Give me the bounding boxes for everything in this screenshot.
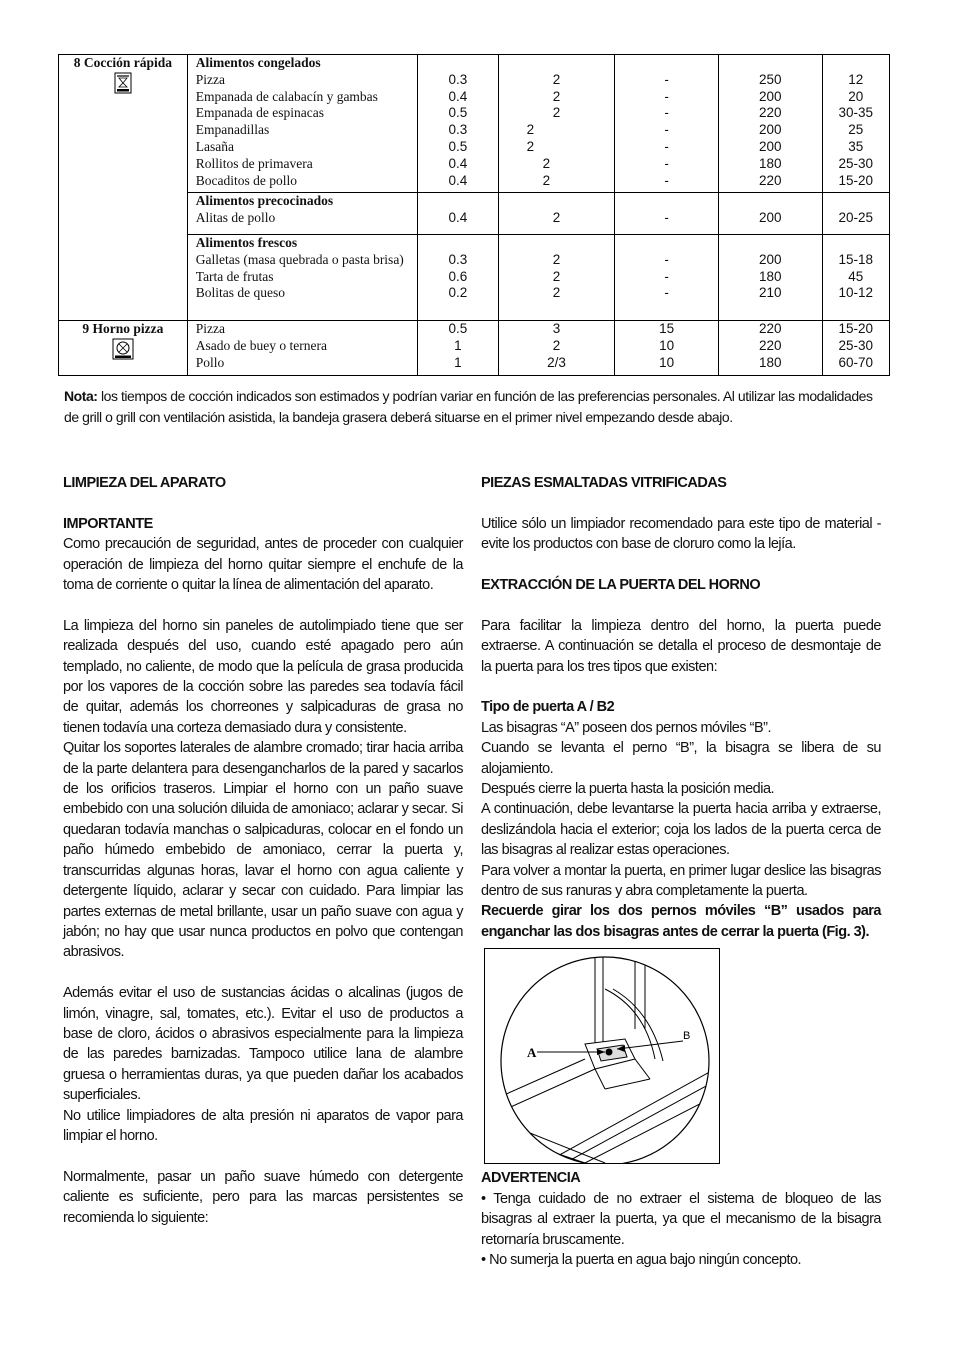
category-cell [59, 321, 188, 376]
cell-value: 180 [758, 354, 782, 370]
cell-value: - [664, 209, 669, 225]
cell-value: - [664, 138, 669, 154]
cell-value: 200 [758, 138, 782, 154]
cell-value: 200 [758, 88, 782, 104]
cell-value: 200 [758, 209, 782, 225]
cell-value: 2 [552, 337, 561, 353]
cell-value: 0.5 [448, 321, 468, 336]
cell-value: 2 [552, 105, 561, 121]
list-item: Galletas (masa quebrada o pasta brisa) [195, 251, 404, 267]
preheat-cell [615, 235, 719, 321]
table-row [59, 321, 890, 376]
cell-value: 15 [659, 321, 675, 336]
cell-value: 20 [848, 88, 864, 104]
cell-value: 0.4 [448, 88, 468, 104]
food-cell [187, 235, 417, 321]
list-item: Asado de buey o ternera [195, 337, 327, 353]
important-heading: IMPORTANTE [63, 515, 153, 532]
cell-value: 2 [552, 71, 561, 87]
cell-value: 1 [454, 337, 462, 353]
cell-value: 220 [758, 105, 782, 121]
cell-value: - [664, 71, 669, 87]
cell-value: 0.5 [448, 138, 468, 154]
note-label: Nota: [64, 388, 98, 404]
cell-value: 0.3 [448, 71, 468, 87]
cell-value: - [664, 155, 669, 171]
cell-value: 15-18 [838, 251, 874, 267]
table-row [59, 55, 890, 193]
cell-value: 2 [526, 138, 535, 154]
section-title: PIEZAS ESMALTADAS VITRIFICADAS [481, 475, 727, 491]
temp-cell [718, 193, 822, 235]
paragraph: A continuación, debe levantarse la puerta hacia arriba y extraerse, deslizándola hacia el exterior; coja los lados de la puerta cerca de las bisagras al realizar estas operaciones. [481, 801, 881, 859]
level-cell [498, 55, 615, 193]
cell-value: 60-70 [838, 354, 874, 370]
paragraph: Para volver a montar la puerta, en primer lugar deslice las bisagras dentro de sus ranuras y abra completamente la puerta. [481, 862, 881, 900]
cell-value: 0.4 [448, 155, 468, 171]
weight-cell [418, 193, 498, 235]
cell-value: 2 [552, 251, 561, 267]
cell-value: 15-20 [838, 172, 874, 188]
section-title: LIMPIEZA DEL APARATO [63, 475, 226, 491]
level-cell [498, 235, 615, 321]
cell-value: 1 [454, 354, 462, 370]
cell-value: 180 [758, 155, 782, 171]
cell-value: 2 [552, 88, 561, 104]
cell-value: 0.6 [448, 268, 468, 284]
temp-cell [718, 321, 822, 376]
list-item: Bolitas de queso [195, 285, 286, 301]
section-title: EXTRACCIÓN DE LA PUERTA DEL HORNO [481, 577, 761, 593]
list-item: Empanadillas [195, 122, 270, 138]
cell-value: 3 [552, 321, 561, 336]
category-label: 8 Cocción rápida [73, 55, 173, 70]
preheat-cell [615, 193, 719, 235]
list-item: Tarta de frutas [195, 268, 274, 284]
paragraph: Normalmente, pasar un paño suave húmedo con detergente caliente es suficiente, pero para las marcas persistentes se recomienda lo siguiente: [63, 1168, 463, 1226]
cell-value: 210 [758, 285, 782, 301]
warning-heading: ADVERTENCIA [481, 1170, 581, 1187]
cell-value: 200 [758, 251, 782, 267]
cell-value: 0.3 [448, 251, 468, 267]
cell-value: 2 [552, 268, 561, 284]
cell-value: 0.5 [448, 105, 468, 121]
cell-value: 0.4 [448, 172, 468, 188]
hinge-figure [484, 948, 720, 1164]
weight-cell [418, 55, 498, 193]
paragraph: • No sumerja la puerta en agua bajo ningún concepto. [481, 1251, 802, 1268]
cell-value: 25 [848, 122, 864, 138]
cell-value: 2 [552, 209, 561, 225]
cell-value: 2 [542, 155, 551, 171]
cell-value: 2 [552, 285, 561, 301]
preheat-cell [615, 55, 719, 193]
cell-value: 10 [659, 354, 675, 370]
cell-value: 2 [542, 172, 551, 188]
list-item: Lasaña [195, 138, 234, 154]
paragraph: Quitar los soportes laterales de alambre cromado; tirar hacia arriba de la parte delantera para desengancharlos de la pared y sacarlos de los orificios traseros. Limpiar el horno con un paño suave embebido con una solución diluida de amoniaco; aclarar y secar. Si quedaran todavía manchas o salpicaduras, colocar en el fondo un paño húmedo embebido de amoniaco, cerrar la puerta y, transcurridas algunas horas, lavar el horno con agua caliente y detergente líquido, aclarar y secar con cuidado. Para limpiar las partes externas de metal brillante, usar un paño suave con agua y jabón; no hay que usar nunca productos en polvo que contengan abrasivos. [63, 740, 463, 961]
cell-value: 10 [659, 337, 675, 353]
group-heading: Alimentos frescos [195, 235, 298, 250]
temp-cell [718, 235, 822, 321]
level-cell [498, 193, 615, 235]
food-cell [187, 55, 417, 193]
category-cell [59, 55, 188, 321]
cell-value: 25-30 [838, 337, 874, 353]
cell-value: - [664, 251, 669, 267]
paragraph: Como precaución de seguridad, antes de proceder con cualquier operación de limpieza del horno quitar siempre el enchufe de la toma de corriente o quitar la línea de alimentación del aparato. [63, 536, 463, 594]
food-cell [187, 321, 417, 376]
time-cell [822, 235, 889, 321]
cell-value: - [664, 105, 669, 121]
cell-value: 0.4 [448, 209, 468, 225]
group-heading: Alimentos precocinados [195, 193, 334, 208]
cell-value: - [664, 285, 669, 301]
group-heading: Alimentos congelados [195, 55, 321, 70]
bold-instruction: Recuerde girar los dos pernos móviles “B” usados para enganchar las dos bisagras antes de cerrar la puerta (Fig. 3). [481, 903, 881, 940]
cell-value: 2/3 [547, 354, 566, 370]
table-note [64, 386, 890, 428]
time-cell [822, 55, 889, 193]
fast-cook-icon [114, 72, 132, 94]
list-item: Pollo [195, 354, 225, 370]
pizza-oven-icon [112, 338, 134, 360]
cell-value: - [664, 268, 669, 284]
list-item: Pizza [195, 71, 226, 87]
paragraph: No utilice limpiadores de alta presión ni aparatos de vapor para limpiar el horno. [63, 1107, 463, 1144]
food-cell [187, 193, 417, 235]
paragraph: Cuando se levanta el perno “B”, la bisagra se libera de su alojamiento. [481, 740, 881, 777]
cell-value: 15-20 [838, 321, 874, 336]
list-item: Bocaditos de pollo [195, 172, 298, 188]
cell-value: 25-30 [838, 155, 874, 171]
paragraph: • Tenga cuidado de no extraer el sistema de bloqueo de las bisagras al extraer la puerta, ya que el mecanismo de la bisagra retornaría bruscamente. [481, 1190, 881, 1248]
cell-value: 0.3 [448, 122, 468, 138]
category-label: 9 Horno pizza [82, 321, 164, 336]
cell-value: 30-35 [838, 105, 874, 121]
list-item: Empanada de calabacín y gambas [195, 88, 378, 104]
label-b: B [683, 1030, 690, 1043]
cell-value: - [664, 88, 669, 104]
right-column [481, 473, 881, 1270]
label-a: A [527, 1045, 536, 1061]
cell-value: 12 [848, 71, 864, 87]
cell-value: - [664, 172, 669, 188]
time-cell [822, 193, 889, 235]
list-item: Pizza [195, 321, 226, 336]
door-type-heading: Tipo de puerta A / B2 [481, 699, 615, 716]
cell-value: 220 [758, 321, 782, 336]
weight-cell [418, 235, 498, 321]
preheat-cell [615, 321, 719, 376]
cell-value: 200 [758, 122, 782, 138]
cell-value: 250 [758, 71, 782, 87]
paragraph: Utilice sólo un limpiador recomendado para este tipo de material - evite los productos con base de cloruro como la lejía. [481, 515, 881, 553]
list-item: Rollitos de primavera [195, 155, 313, 171]
paragraph: Las bisagras “A” poseen dos pernos móviles “B”. [481, 719, 772, 736]
level-cell [498, 321, 615, 376]
paragraph: La limpieza del horno sin paneles de autolimpiado tiene que ser realizada después del uso, cuando esté apagado pero aún templado, no caliente, de modo que la película de grasa producida por los vapores de la cocción sobre las paredes sea todavía fácil de quitar, además los chorreones y salpicaduras de grasa no tienen todavía una corteza demasiado dura y consistente. [63, 617, 463, 736]
left-column [63, 473, 463, 1228]
cell-value: 220 [758, 337, 782, 353]
paragraph: Después cierre la puerta hasta la posición media. [481, 781, 775, 798]
cell-value: 20-25 [838, 209, 874, 225]
cell-value: 2 [526, 122, 535, 138]
cooking-table [58, 54, 890, 376]
list-item: Alitas de pollo [195, 209, 276, 225]
cell-value: 10-12 [838, 285, 874, 301]
cell-value: 220 [758, 172, 782, 188]
time-cell [822, 321, 889, 376]
cell-value: 180 [758, 268, 782, 284]
weight-cell [418, 321, 498, 376]
food-list [196, 72, 411, 190]
note-text: los tiempos de cocción indicados son estimados y podrían variar en función de las preferencias personales. Al utilizar las modalidades de grill o grill con ventilación asistida, la bandeja grasera deberá situarse en el primer nivel empezando desde abajo. [64, 388, 873, 425]
paragraph: Además evitar el uso de sustancias ácidas o alcalinas (jugos de limón, vinagre, sal, tomates, etc.). Evitar el uso de productos a base de cloro, ácidos o abrasivos especialmente para la limpieza de las paredes barnizadas. Tampoco utilice lana de alambre gruesa o herramientas duras, ya que pueden dañar los acabados superficiales. [63, 985, 463, 1104]
list-item: Empanada de espinacas [195, 105, 324, 121]
hinge-illustration [485, 949, 719, 1163]
cell-value: 0.2 [448, 285, 468, 301]
cell-value: 45 [848, 268, 864, 284]
cell-value: 35 [848, 138, 864, 154]
cell-value: - [664, 122, 669, 138]
paragraph: Para facilitar la limpieza dentro del horno, la puerta puede extraerse. A continuación se detalla el proceso de desmontaje de la puerta para los tres tipos que existen: [481, 617, 881, 675]
temp-cell [718, 55, 822, 193]
